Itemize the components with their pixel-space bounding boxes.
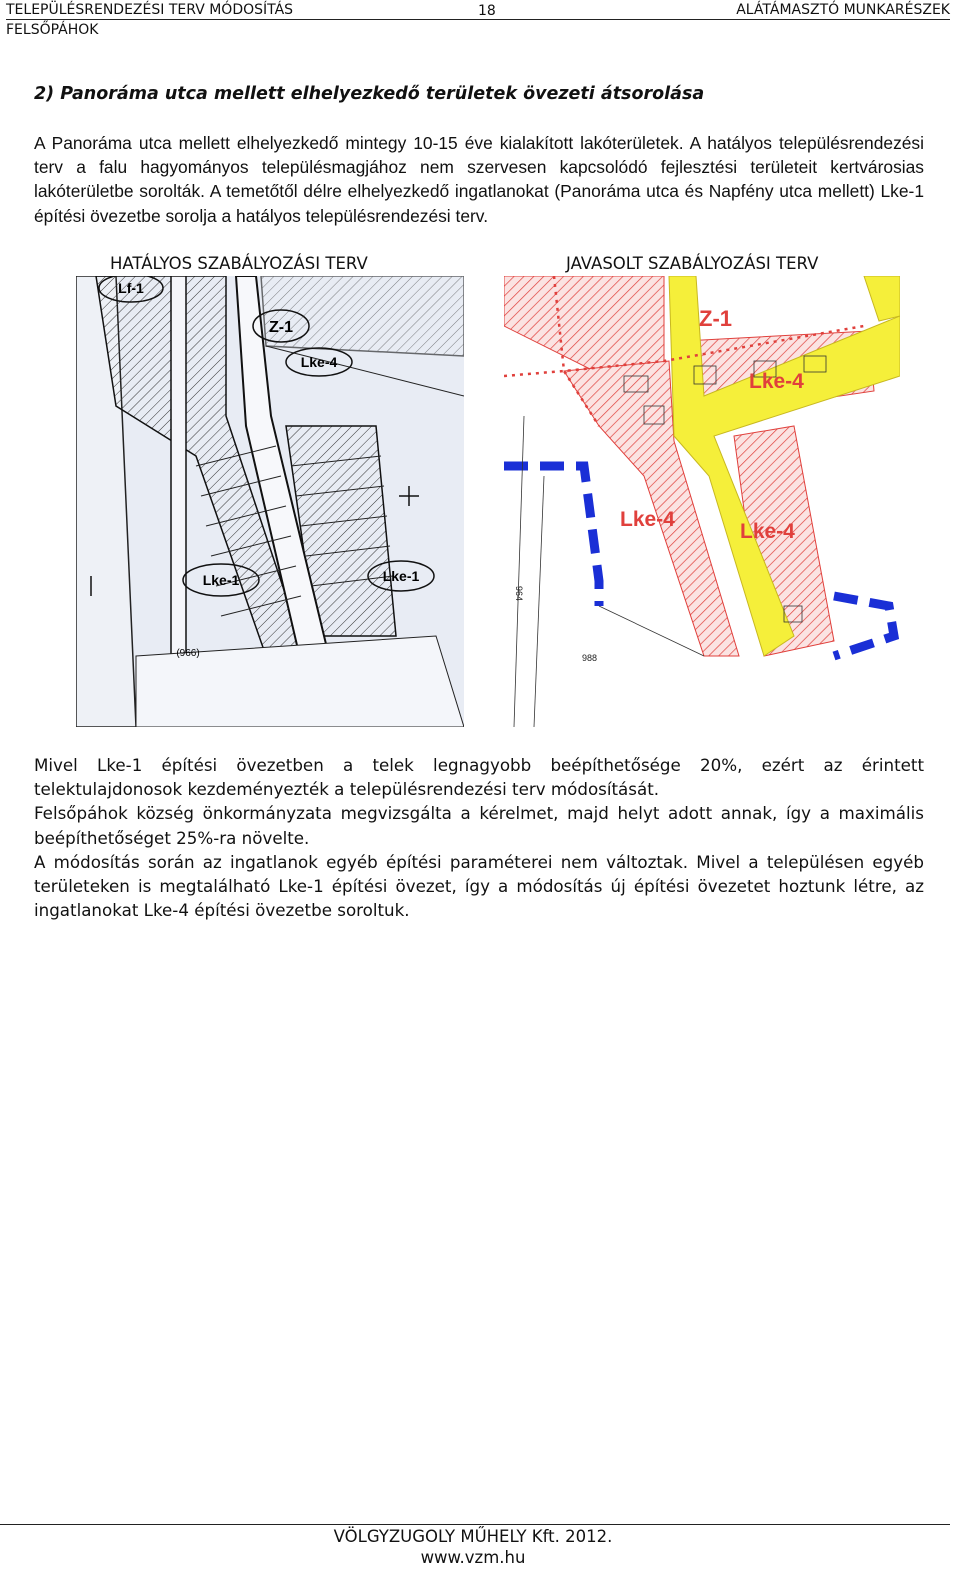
footer-divider <box>0 1524 950 1525</box>
label-lf1: Lf-1 <box>118 280 144 296</box>
header-divider <box>6 19 950 20</box>
label-lke4: Lke-4 <box>300 354 338 370</box>
parcel-964: 964 <box>514 586 524 602</box>
page-footer <box>0 1526 946 1568</box>
label-lke4-right: Lke-4 <box>740 520 795 543</box>
page-header <box>6 0 950 20</box>
parcel-966: (966) <box>176 648 200 659</box>
label-z1: Z-1 <box>269 319 293 336</box>
proposed-plan-map <box>504 276 900 727</box>
footer-website: www.vzm.hu <box>420 1548 526 1567</box>
header-settlement: FELSŐPÁHOK <box>6 22 99 38</box>
label-lke1-right: Lke-1 <box>382 568 420 584</box>
proposed-plan-caption: JAVASOLT SZABÁLYOZÁSI TERV <box>566 254 819 273</box>
label-z1-proposed: Z-1 <box>699 306 732 331</box>
label-lke4-left: Lke-4 <box>620 508 675 531</box>
label-lke1-left: Lke-1 <box>202 572 240 588</box>
header-section-title: ALÁTÁMASZTÓ MUNKARÉSZEK <box>736 2 950 18</box>
label-lke4-top: Lke-4 <box>749 370 804 393</box>
section-title: 2) Panoráma utca mellett elhelyezkedő területek övezeti átsorolása <box>34 84 705 104</box>
parcel-988: 988 <box>582 653 598 663</box>
current-plan-map <box>76 276 464 727</box>
body-text <box>34 753 924 922</box>
current-plan-caption: HATÁLYOS SZABÁLYOZÁSI TERV <box>110 254 368 273</box>
intro-paragraph: A Panoráma utca mellett elhelyezkedő mintegy 10-15 éve kialakított lakóterületek. A hatályos településrendezési terv a falu hagyományos településmagjához nem szervesen kapcsolódó fejlesztési területeit kertvárosias lakóterületbe sorolták. A temetőtől délre elhelyezkedő ingatlanokat (Panoráma utca és Napfény utca mellett) Lke-1 építési övezetbe sorolja a hatályos településrendezési terv. <box>34 133 924 226</box>
header-document-title: TELEPÜLÉSRENDEZÉSI TERV MÓDOSÍTÁS <box>6 2 294 18</box>
body-paragraph-2: Felsőpáhok község önkormányzata megvizsgálta a kérelmet, majd helyt adott annak, így a maximális beépíthetőséget 25%-ra növelte. <box>34 803 924 848</box>
footer-company: VÖLGYZUGOLY MŰHELY Kft. 2012. <box>333 1527 613 1546</box>
page-number: 18 <box>478 3 496 19</box>
body-paragraph-1: Mivel Lke-1 építési övezetben a telek legnagyobb beépíthetősége 20%, ezért az érintett telektulajdonosok kezdeményezték a településrendezési terv módosítását. <box>34 755 924 800</box>
body-paragraph-3: A módosítás során az ingatlanok egyéb építési paraméterei nem változtak. Mivel a településen egyéb területeken is megtalálható Lke-1 építési övezet, így a módosítás új építési övezetet hoztunk létre, az ingatlanokat Lke-4 építési övezetbe soroltuk. <box>34 851 924 921</box>
